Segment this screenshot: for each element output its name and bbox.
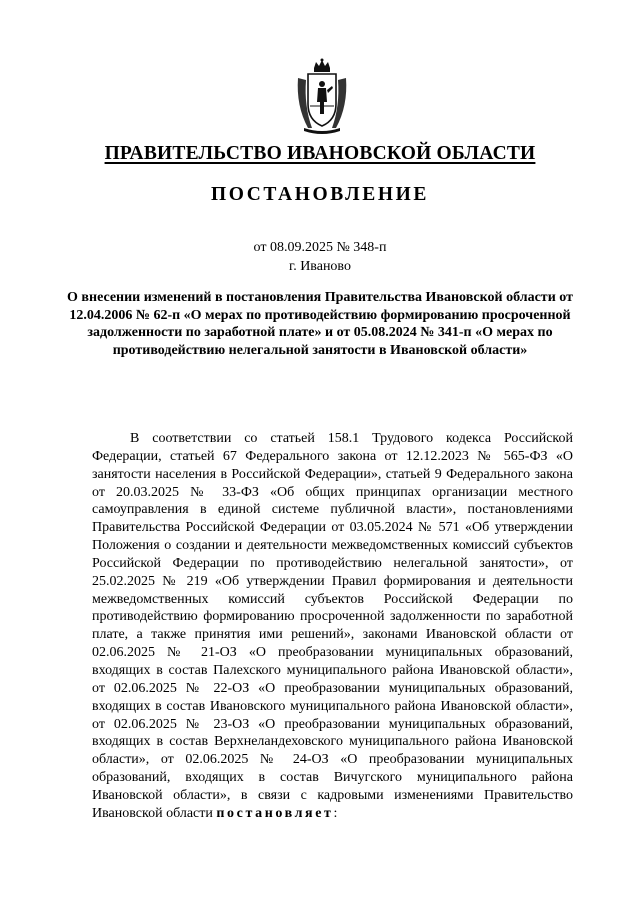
city: г. Иваново (289, 259, 351, 274)
government-title: ПРАВИТЕЛЬСТВО ИВАНОВСКОЙ ОБЛАСТИ (104, 143, 536, 164)
document-type: ПОСТАНОВЛЕНИЕ (210, 184, 430, 205)
date-number: от 08.09.2025 № 348-п (253, 240, 387, 255)
decree-word: постановляет (216, 805, 334, 821)
body-paragraph (92, 430, 573, 823)
document-subject: О внесении изменений в постановления Правительства Ивановской области от 12.04.2006 № 62-п «О мерах по противодействию формированию просроченной задолженности по заработной плате» и от 05.08.2024 № 341-п «О мерах по противодействию нелегальной занятости в Ивановской области» (67, 290, 573, 359)
document-meta (0, 238, 640, 276)
coat-of-arms-icon (294, 58, 350, 134)
end-punctuation: : (333, 805, 338, 821)
body-text: В соответствии со статьей 158.1 Трудового кодекса Российской Федерации, статьей 67 Федерального закона от 12.12.2023 № 565-ФЗ «О занятости населения в Российской Федерации», статьей 9 Федерального закона от 20.03.2025 № 33-ФЗ «Об общих принципах организации местного самоуправления в единой системе публичной власти», постановлениями Правительства Российской Федерации от 03.05.2024 № 571 «Об утверждении Положения о создании и деятельности межведомственных комиссий субъектов Российской Федерации по противодействию нелегальной занятости», от 25.02.2025 № 219 «Об утверждении Правил формирования и деятельности межведомственных комиссий субъектов Российской Федерации по противодействию формированию просроченной задолженности по заработной плате, а также принятия ими решений», законами Ивановской области от 02.06.2025 № 21-ОЗ «О преобразовании муниципальных образований, входящих в состав Палехского муниципального района Ивановской области», от 02.06.2025 № 22-ОЗ «О преобразовании муниципальных образований, входящих в состав Ивановского муниципального района Ивановской области», от 02.06.2025 № 23-ОЗ «О преобразовании муниципальных образований, входящих в состав Верхнеландеховского муниципального района Ивановской области», от 02.06.2025 № 24-ОЗ «О преобразовании муниципальных образований, входящих в состав Вичугского муниципального района Ивановской области», в связи с кадровыми изменениями Правительство Ивановской области (92, 431, 573, 821)
